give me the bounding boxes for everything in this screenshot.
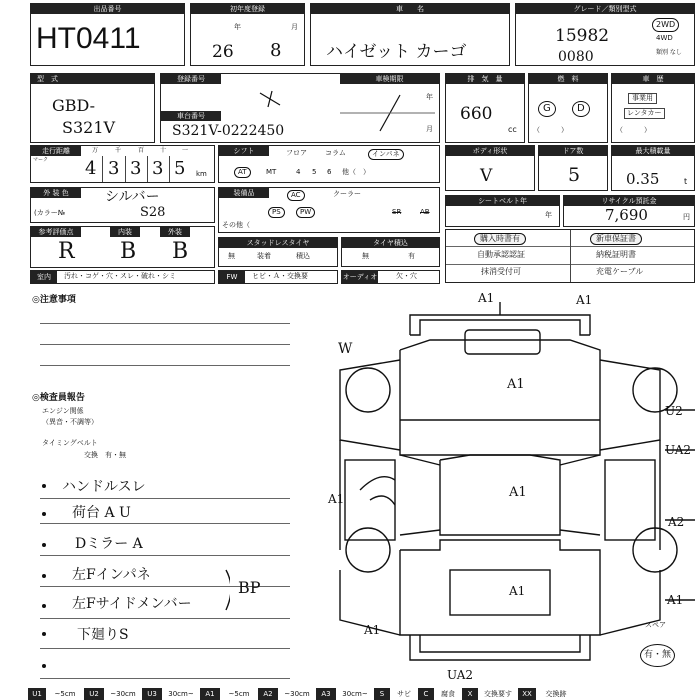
year-unit: 年	[234, 23, 241, 31]
mileage-digit-4: 3	[152, 158, 164, 179]
engine-label: エンジン関係	[42, 407, 84, 415]
fuel-diesel: D	[572, 101, 590, 117]
cc-unit: cc	[508, 125, 517, 134]
interior-score: B	[120, 239, 137, 264]
legend-code-u2: U2	[84, 688, 104, 700]
lot-number-label: 出品番号	[31, 4, 184, 14]
legend-code-a1: A1	[200, 688, 220, 700]
legend-code-a2: A2	[258, 688, 278, 700]
chassis-number: S321V-0222450	[172, 123, 285, 139]
mark-2: A1	[576, 293, 593, 307]
interior-score-label: 内装	[110, 227, 140, 237]
fuel-label: 燃 料	[529, 74, 607, 84]
mark-3: A1	[507, 377, 525, 392]
fw-tag: FW	[219, 271, 245, 283]
unit-sen: 千	[115, 147, 122, 154]
registration-label: 登録番号	[161, 74, 221, 84]
shift-5: 5	[312, 168, 317, 176]
shift-instpanel: インパネ	[368, 149, 404, 160]
legend-code-a3: A3	[316, 688, 336, 700]
seatbelt-label: シートベルト年	[446, 196, 559, 206]
equip-sr: SR	[392, 208, 402, 216]
inspector-title: ◎検査員報告	[32, 393, 85, 403]
shift-column: コラム	[325, 149, 346, 157]
legend-desc-a2: ~30cm	[284, 690, 310, 698]
legend-desc-x: 交換要す	[484, 690, 512, 698]
mileage-mark: マーク	[33, 157, 49, 163]
studless-installed: 装着	[257, 252, 271, 260]
spare-value: 有・無	[640, 644, 675, 667]
interior-items: 汚れ・コゲ・穴・スレ・破れ・シミ	[64, 272, 176, 280]
body-type-value: V	[480, 166, 493, 186]
note-item-2: 荷台 A U	[72, 505, 131, 521]
door-count-value: 5	[568, 164, 581, 186]
tire-none: 無	[362, 252, 369, 260]
status-warranty: 新車保証書	[590, 233, 642, 245]
mark-11: A1	[667, 593, 684, 607]
note-item-6: 下廻りS	[77, 627, 129, 643]
chassis-label: 車台番号	[161, 111, 221, 121]
shift-4: 4	[296, 168, 301, 176]
color-no: S28	[140, 205, 166, 220]
legend-code-u3: U3	[142, 688, 162, 700]
drive-note: 類別 なし	[656, 49, 682, 56]
model-label: 型 式	[31, 74, 154, 84]
mileage-digit-3: 3	[130, 158, 142, 179]
mileage-digits	[80, 146, 192, 182]
tire-label: タイヤ積込	[342, 238, 439, 248]
inspection-year-unit: 年	[426, 93, 433, 101]
note-bp: BP	[238, 578, 261, 597]
month-unit: 月	[291, 23, 298, 31]
mark-1: A1	[478, 291, 495, 305]
vehicle-damage-diagram	[300, 290, 700, 685]
car-name: ハイゼット カーゴ	[326, 42, 467, 62]
mark-7: A1	[364, 623, 381, 637]
mark-6: A1	[509, 584, 526, 598]
mark-4: A1	[509, 485, 527, 500]
timing-value: 交換 有・無	[84, 451, 126, 459]
model-line-2: S321V	[62, 118, 116, 137]
color-value: シルバー	[105, 189, 160, 205]
drive-2wd: 2WD	[652, 18, 679, 32]
first-registration-month: 8	[270, 40, 282, 61]
studless-label: スタッドレスタイヤ	[219, 238, 337, 248]
note-item-3: Dミラー A	[75, 536, 143, 552]
grade-code-2: 0080	[558, 49, 594, 65]
spare-label: スペア	[645, 621, 666, 629]
mileage-km: km	[196, 170, 207, 178]
lot-number: HT0411	[36, 22, 141, 55]
unit-man: 万	[92, 147, 99, 154]
max-load-label: 最大積載量	[612, 146, 694, 156]
legend-desc-u1: ~5cm	[54, 690, 76, 698]
note-item-5: 左Fサイドメンバー	[72, 596, 192, 612]
status-charging-cable: 充電ケーブル	[596, 267, 644, 276]
legend-code-u1: U1	[28, 688, 46, 700]
mileage-digit-2: 3	[108, 158, 120, 179]
displacement-label: 排 気 量	[446, 74, 524, 84]
note-item-1: ハンドルスレ	[62, 479, 146, 495]
shift-label: シフト	[219, 146, 269, 156]
equip-ac: AC	[287, 190, 305, 201]
equip-cooler: クーラー	[333, 190, 361, 198]
equip-ps: PS	[268, 207, 285, 218]
equipment-label: 装備品	[219, 188, 269, 198]
legend-desc-u2: ~30cm	[110, 690, 136, 698]
mileage-label: 走行距離	[31, 146, 81, 156]
status-purchase-doc: 購入時書有	[474, 233, 526, 245]
mileage-digit-1: 4	[85, 158, 97, 179]
equip-ab: AB	[420, 208, 430, 216]
legend-code-c: C	[418, 688, 434, 700]
body-type-label: ボディ形状	[446, 146, 534, 156]
exterior-score-label: 外装	[160, 227, 190, 237]
tire-yes: 有	[408, 252, 415, 260]
shift-mt: MT	[266, 168, 277, 176]
color-label: 外 装 色	[31, 188, 81, 198]
unit-juu: 十	[160, 147, 167, 154]
audio-tag: オーディオ	[342, 273, 378, 281]
legend-desc-a1: ~5cm	[228, 690, 250, 698]
shift-other: 他（ ）	[342, 168, 370, 176]
exterior-score: B	[172, 239, 189, 264]
max-load-unit: t	[684, 177, 688, 186]
history-other: （ ）	[616, 126, 651, 134]
model-line-1: GBD-	[52, 96, 96, 115]
displacement-value: 660	[460, 104, 493, 124]
legend-desc-xx: 交換跡	[545, 690, 567, 698]
score-label: 参考評価点	[31, 227, 81, 237]
note-bullets	[30, 470, 230, 680]
engine-sub: （異音・不調等）	[42, 418, 98, 426]
status-tax-cert: 納税証明書	[596, 250, 636, 259]
grade-label: グレード／類別型式	[516, 4, 694, 14]
legend-code-s: S	[374, 688, 390, 700]
equip-pw: PW	[296, 207, 315, 218]
studless-loaded: 積込	[296, 252, 310, 260]
recycle-value: 7,690	[605, 206, 648, 224]
grade-code-1: 15982	[555, 26, 610, 46]
legend-desc-u3: 30cm~	[168, 690, 194, 698]
door-count-label: ドア数	[539, 146, 607, 156]
legend-desc-s: サビ	[397, 690, 411, 698]
legend-code-x: X	[462, 688, 478, 700]
damage-legend	[0, 688, 700, 700]
fw-items: ヒビ・Ａ・交換要	[252, 272, 308, 280]
mark-12: UA2	[447, 668, 474, 682]
overall-score: R	[58, 239, 75, 264]
color-no-label: (カラー№	[34, 209, 66, 217]
car-name-label: 車 名	[311, 4, 509, 14]
timing-label: タイミングベルト	[42, 439, 98, 447]
interior-tag: 室内	[31, 271, 57, 283]
max-load-value: 0.35	[626, 170, 660, 188]
legend-desc-c: 腐食	[441, 690, 455, 698]
legend-desc-a3: 30cm~	[342, 690, 368, 698]
equip-other: その他（	[222, 221, 250, 229]
legend-code-xx: XX	[518, 688, 536, 700]
status-auto-auth: 自動承認認証	[477, 250, 525, 259]
drive-4wd: 4WD	[656, 34, 673, 42]
shift-6: 6	[327, 168, 332, 176]
first-registration-year: 26	[212, 42, 234, 62]
unit-hyaku: 百	[138, 147, 145, 154]
inspection-month-unit: 月	[426, 125, 433, 133]
seatbelt-year-unit: 年	[545, 211, 552, 219]
inspection-label: 車検期限	[340, 74, 439, 84]
fuel-gas: G	[538, 101, 556, 117]
unit-ichi: 一	[182, 147, 189, 154]
shift-at: AT	[234, 167, 251, 178]
fuel-other: （ ）	[533, 126, 568, 134]
history-label: 車 歴	[612, 74, 694, 84]
mileage-digit-5: 5	[174, 158, 186, 179]
first-registration-label: 初年度登録	[191, 4, 304, 14]
shift-floor: フロア	[286, 149, 307, 157]
mark-8: U2	[665, 404, 683, 418]
mark-10: A2	[668, 515, 685, 529]
recycle-label: リサイクル預託金	[564, 196, 694, 206]
history-business: 事業用	[628, 93, 657, 104]
note-w: W	[338, 341, 353, 357]
history-rental: レンタカー	[624, 108, 665, 119]
recycle-yen: 円	[683, 213, 690, 221]
notes-title: ◎注意事項	[32, 295, 76, 305]
registration-strikes	[160, 73, 440, 143]
audio-items: 欠・穴	[396, 272, 417, 280]
mark-9: UA2	[665, 443, 692, 457]
studless-none: 無	[228, 252, 235, 260]
note-item-4: 左Fインパネ	[72, 567, 151, 583]
mark-5: A1	[328, 492, 345, 506]
status-deregister: 抹消受付可	[481, 267, 521, 276]
